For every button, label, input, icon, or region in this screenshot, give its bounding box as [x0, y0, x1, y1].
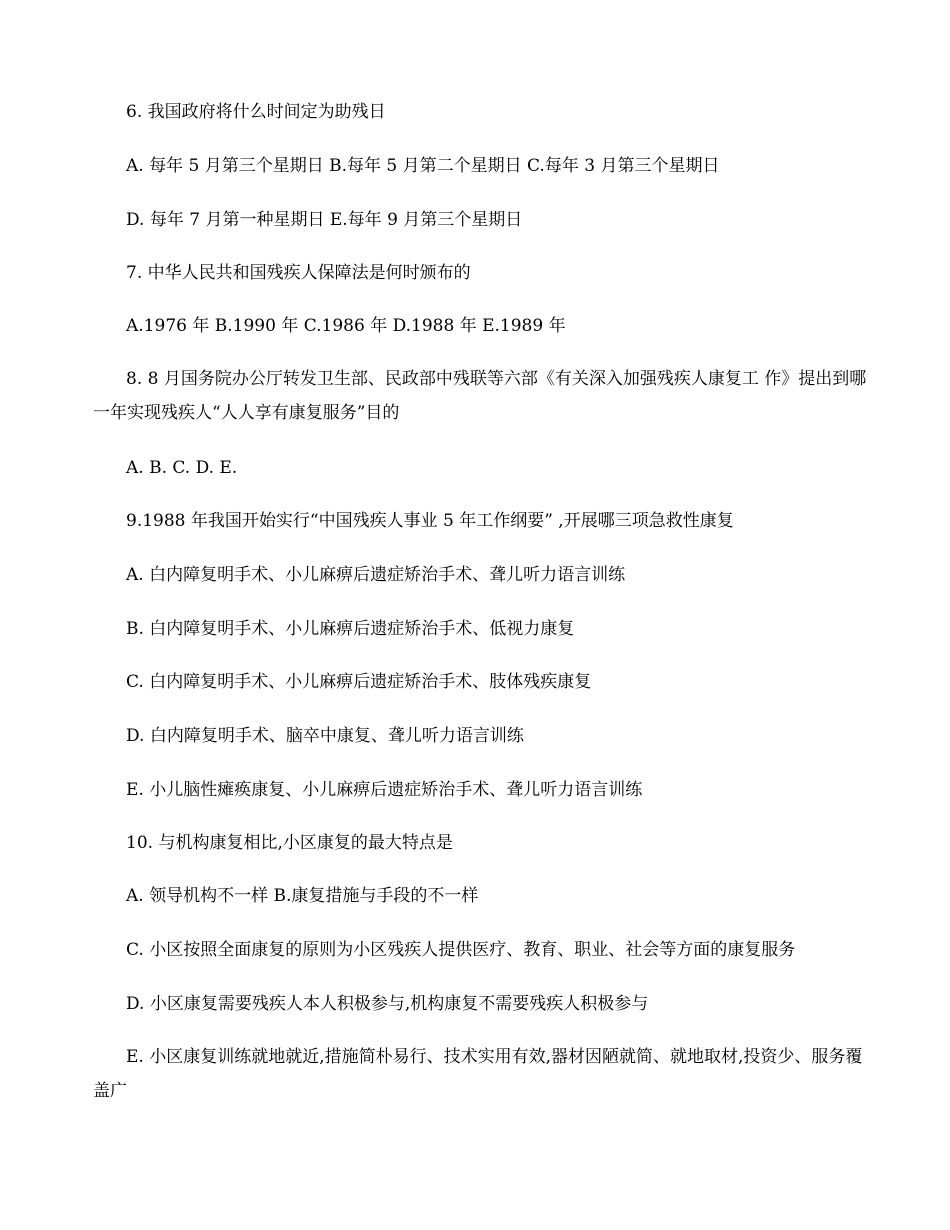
question-10-option-d: D. 小区康复需要残疾人本人积极参与,机构康复不需要残疾人积极参与: [126, 994, 649, 1014]
question-9-option-c: C. 白内障复明手术、小儿麻痹后遗症矫治手术、肢体残疾康复: [126, 672, 592, 692]
question-6: 6. 我国政府将什么时间定为助残日: [126, 102, 386, 122]
question-9-option-a: A. 白内障复明手术、小儿麻痹后遗症矫治手术、聋儿听力语言训练: [126, 565, 626, 585]
question-10-options-a-b: A. 领导机构不一样 B.康复措施与手段的不一样: [126, 886, 479, 906]
question-10: 10. 与机构康复相比,小区康复的最大特点是: [126, 833, 453, 853]
question-9-option-e: E. 小儿脑性瘫痪康复、小儿麻痹后遗症矫治手术、聋儿听力语言训练: [126, 780, 643, 800]
question-10-option-c: C. 小区按照全面康复的原则为小区残疾人提供医疗、教育、职业、社会等方面的康复服务: [126, 940, 796, 960]
question-8: 8. 8 月国务院办公厅转发卫生部、民政部中残联等六部《有关深入加强残疾人康复工 作》提出到哪一年实现残疾人“人人享有康复服务”目的: [93, 369, 867, 423]
question-9-option-b: B. 白内障复明手术、小儿麻痹后遗症矫治手术、低视力康复: [126, 619, 575, 639]
question-6-options-d-e: D. 每年 7 月第一种星期日 E.每年 9 月第三个星期日: [126, 210, 523, 230]
question-8-options: A. B. C. D. E.: [126, 458, 238, 478]
question-9: 9.1988 年我国开始实行“中国残疾人事业 5 年工作纲要” ,开展哪三项急救性康复: [126, 511, 734, 531]
question-7-options: A.1976 年 B.1990 年 C.1986 年 D.1988 年 E.1989 年: [126, 316, 566, 336]
question-7: 7. 中华人民共和国残疾人保障法是何时颁布的: [126, 263, 471, 283]
question-10-option-e: E. 小区康复训练就地就近,措施简朴易行、技术实用有效,器材因陋就简、就地取材,投资少、服务覆盖广: [93, 1047, 863, 1101]
question-9-option-d: D. 白内障复明手术、脑卒中康复、聋儿听力语言训练: [126, 726, 524, 746]
question-6-options-a-c: A. 每年 5 月第三个星期日 B.每年 5 月第二个星期日 C.每年 3 月第三个星期日: [126, 156, 720, 176]
